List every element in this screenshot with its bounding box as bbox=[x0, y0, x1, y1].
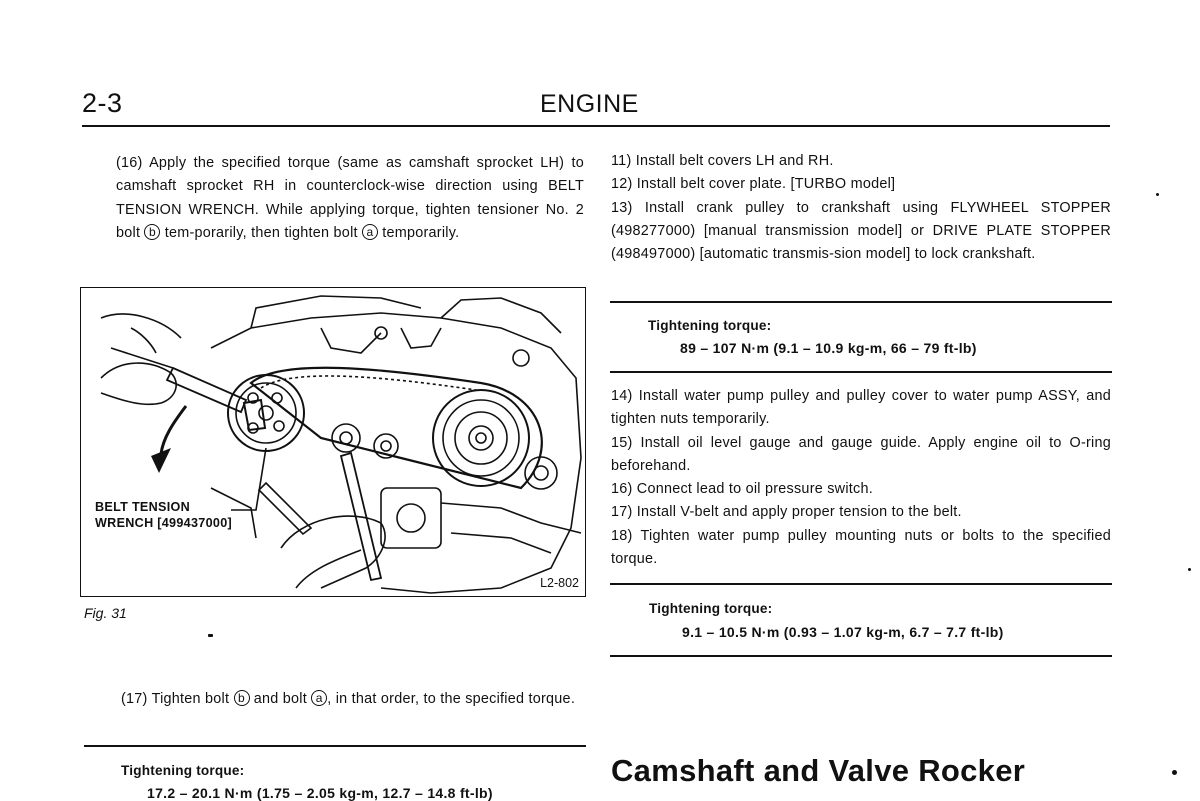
step-17-part1: (17) Tighten bolt bbox=[121, 691, 234, 707]
step-16-right: 16) Connect lead to oil pressure switch. bbox=[611, 481, 873, 498]
belt-tension-wrench-illustration bbox=[81, 288, 586, 597]
figure-31 bbox=[80, 287, 586, 597]
section-title: ENGINE bbox=[540, 90, 639, 118]
torque-value-left: 17.2 – 20.1 N·m (1.75 – 2.05 kg-m, 12.7 – 14.8 ft-lb) bbox=[147, 785, 493, 801]
speck-2 bbox=[1188, 568, 1191, 571]
bolt-b-marker-2: b bbox=[234, 690, 250, 706]
section-heading: Camshaft and Valve Rocker bbox=[611, 753, 1026, 788]
torque-rule-2-bottom bbox=[610, 655, 1112, 657]
figure-caption: Fig. 31 bbox=[84, 605, 127, 621]
step-14: 14) Install water pump pulley and pulley cover to water pump ASSY, and tighten nuts temporarily. bbox=[611, 388, 1111, 428]
torque-label-2: Tightening torque: bbox=[649, 601, 773, 616]
torque-label-1: Tightening torque: bbox=[648, 318, 772, 333]
bolt-a-marker: a bbox=[362, 224, 378, 240]
step-15: 15) Install oil level gauge and gauge guide. Apply engine oil to O-ring beforehand. bbox=[611, 434, 1111, 474]
step-17-text bbox=[121, 688, 584, 711]
step-18: 18) Tighten water pump pulley mounting nuts or bolts to the specified torque. bbox=[611, 527, 1111, 568]
step-16-part2: tem-porarily, then tighten bolt bbox=[160, 224, 363, 241]
figure-code: L2-802 bbox=[540, 576, 579, 590]
step-17-part2: and bolt bbox=[249, 691, 312, 707]
step-11: 11) Install belt covers LH and RH. bbox=[611, 153, 834, 169]
step-16-part3: temporarily. bbox=[378, 224, 460, 241]
speck-3 bbox=[1172, 770, 1177, 775]
step-16-text bbox=[116, 152, 584, 245]
torque-rule-left bbox=[84, 745, 586, 747]
step-16-part1: (16) Apply the specified torque (same as camshaft sprocket LH) to camshaft sprocket RH in counterclock-wise direction using BELT TENSION WRENCH. While applying torque, tighten tensioner No. 2 bolt bbox=[116, 155, 584, 241]
torque-value-1: 89 – 107 N·m (9.1 – 10.9 kg-m, 66 – 79 ft-lb) bbox=[680, 340, 977, 356]
callout-line-2: WRENCH [499437000] bbox=[95, 516, 232, 530]
steps-11-13 bbox=[611, 150, 1111, 266]
page-number: 2-3 bbox=[82, 88, 123, 118]
figure-callout bbox=[95, 499, 232, 531]
header-rule bbox=[82, 125, 1110, 127]
callout-line-1: BELT TENSION bbox=[95, 500, 191, 514]
step-12: 12) Install belt cover plate. [TURBO model] bbox=[611, 176, 896, 193]
speck-1 bbox=[1156, 193, 1159, 196]
step-13: 13) Install crank pulley to crankshaft using FLYWHEEL STOPPER (498277000) [manual transmission model] or DRIVE PLATE STOPPER (498497000) [automatic transmis-sion model] to lock crankshaft. bbox=[611, 199, 1111, 263]
torque-label-left: Tightening torque: bbox=[121, 763, 245, 778]
torque-rule-1-top bbox=[610, 301, 1112, 303]
speck bbox=[208, 634, 213, 637]
step-17-right: 17) Install V-belt and apply proper tension to the belt. bbox=[611, 504, 962, 521]
torque-value-2: 9.1 – 10.5 N·m (0.93 – 1.07 kg-m, 6.7 – 7.7 ft-lb) bbox=[682, 624, 1004, 640]
torque-rule-2-top bbox=[610, 583, 1112, 585]
torque-rule-1-bottom bbox=[610, 371, 1112, 373]
bolt-a-marker-2: a bbox=[311, 690, 327, 706]
bolt-b-marker: b bbox=[144, 224, 160, 240]
steps-14-18 bbox=[611, 385, 1111, 571]
step-17-part3: , in that order, to the specified torque. bbox=[327, 691, 576, 707]
